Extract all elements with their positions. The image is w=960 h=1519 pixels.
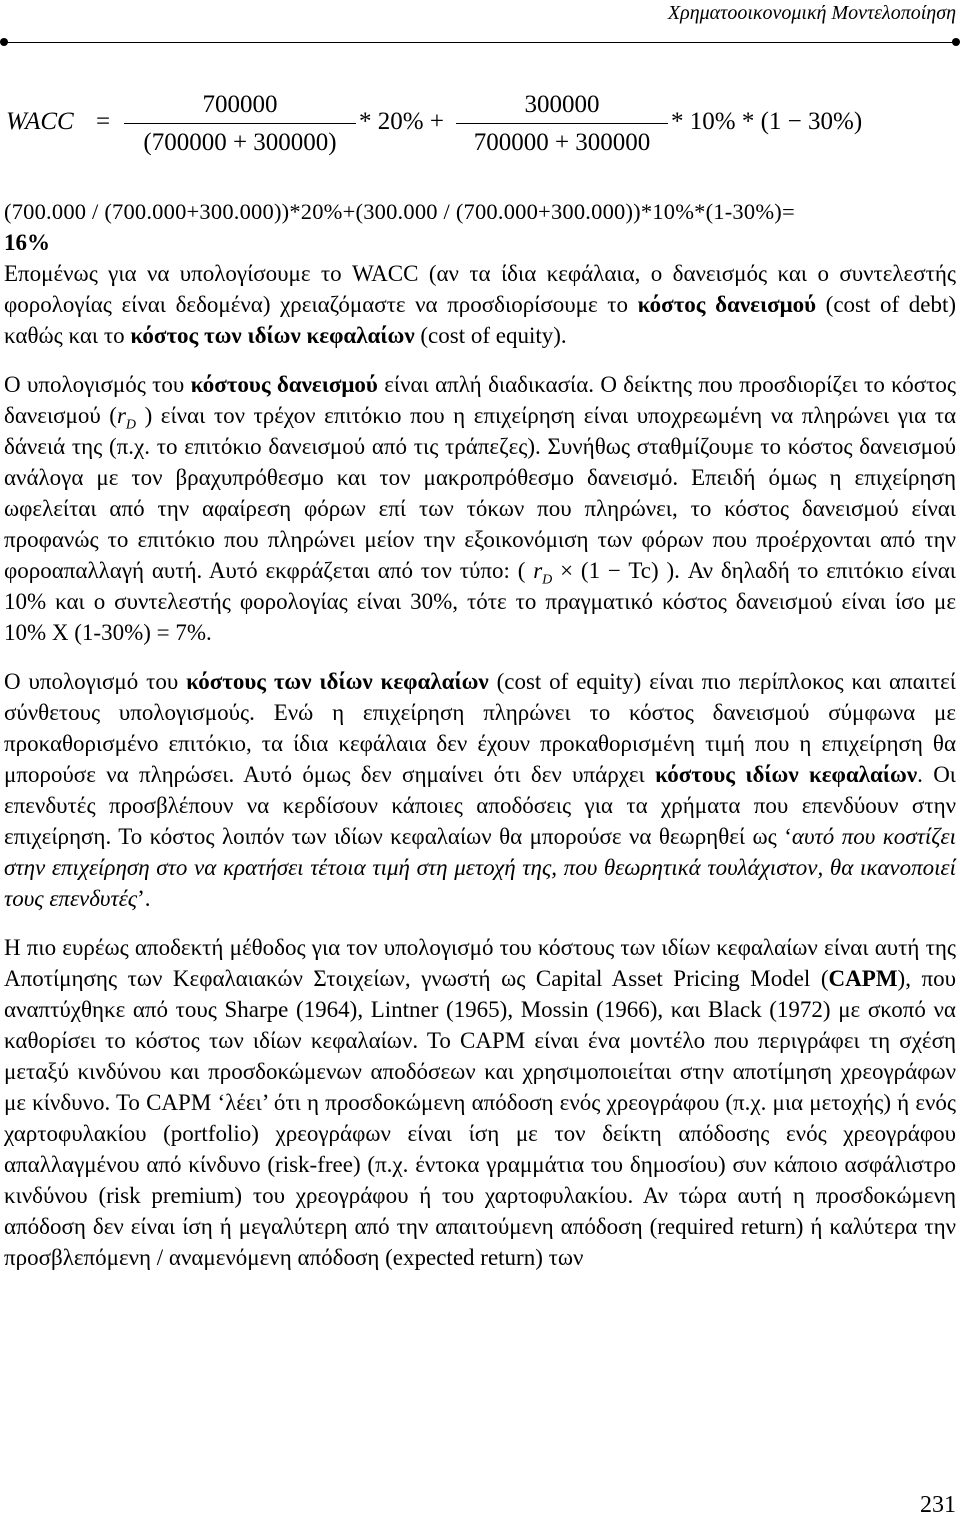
formula-inline: × (1 − Tc) (552, 558, 667, 583)
fraction-equity-weight (124, 90, 356, 159)
fraction-denominator: 700000 + 300000 (473, 129, 651, 156)
text: ). Αν δηλαδή το επιτόκιο είναι 10% και ο συντελεστής φορολογίας είναι 30%, τότε το πραγματικό κόστος δανεισμού είναι ίσο με 10% Χ (1-30%) = 7%. (4, 558, 956, 645)
formula-subscript: D (542, 572, 553, 588)
text: (cost of equity) είναι πιο περίπλοκος και απαιτεί σύνθετους υπολογισμούς. Ενώ η επιχείρηση πληρώνει το κόστος δανεισμού σύμφωνα με προκαθορισμένο επιτόκιο, τα ίδια κεφάλαια δεν έχουν προκαθορισμένη τιμή που η επιχείρηση θα μπορούσε να πληρώσει. Αυτό όμως δεν σημαίνει ότι δεν υπάρχει (4, 669, 956, 787)
result-value: 16% (4, 230, 50, 255)
fraction-numerator: 300000 (524, 91, 600, 118)
wacc-formula (6, 90, 946, 162)
formula-lhs: WACC (6, 108, 74, 135)
formula-term-debt: * 10% * (1 − 30%) (671, 108, 863, 135)
paragraph-capm (4, 932, 956, 1273)
paragraph-cost-of-equity (4, 666, 956, 914)
text: ) είναι τον τρέχον επιτόκιο που η επιχείρηση είναι υποχρεωμένη να πληρώνει για τα δάνειά της (π.χ. το επιτόκιο δανεισμού από τις τράπεζες). Συνήθως σταθμίζουμε το κόστος δανεισμού ανάλογα με τον βραχυπρόθεσμο και τον μακροπρόθεσμο δανεισμό. Επειδή όμως η επιχείρηση ωφελείται από την αφαίρεση φόρων επί των τόκων που πληρώνει, το κόστος δανεισμού είναι προφανώς το επιτόκιο που πληρώνει μείον την εξοικονόμιση των φόρων που προέρχονται από την φοροαπαλλαγή αυτή. Αυτό εκφράζεται από τον τύπο: ( (4, 403, 956, 583)
paragraph-wacc-requirements (4, 258, 956, 351)
calculation-result (4, 227, 956, 258)
header-rule (4, 42, 956, 43)
symbol-subscript: D (125, 417, 137, 433)
fraction-bar (124, 123, 356, 124)
page-number: 231 (920, 1492, 956, 1518)
calculation-line: (700.000 / (700.000+300.000))*20%+(300.000 / (700.000+300.000))*10%*(1-30%)= (4, 199, 795, 224)
bold-term: κόστος των ιδίων κεφαλαίων (130, 323, 415, 348)
text: ’. (137, 886, 151, 911)
text: (cost of debt) καθώς και το (4, 292, 956, 348)
symbol-r: r (116, 403, 126, 428)
italic-quote: αυτό που κοστίζει στην επιχείρηση στο να κρατήσει τέτοια τιμή στη μετοχή της, που θεωρητικά τουλάχιστον, θα ικανοποιεί τους επενδυτές (4, 824, 956, 911)
fraction-numerator: 700000 (202, 91, 278, 118)
text: Ο υπολογισμός του (4, 372, 191, 397)
fraction-denominator: (700000 + 300000) (143, 129, 337, 156)
formula-symbol-r: r (533, 558, 543, 583)
text: Ο υπολογισμό του (4, 669, 187, 694)
paragraph-cost-of-debt (4, 369, 956, 648)
bold-term: κόστους δανεισμού (190, 372, 378, 397)
text: Η πιο ευρέως αποδεκτή μέθοδος για τον υπολογισμό του κόστους των ιδίων κεφαλαίων είναι αυτή της Αποτίμησης των Κεφαλαιακών Στοιχείων, γνωστή ως Capital Asset Pricing Model ( (4, 935, 956, 991)
formula-equals: = (96, 108, 111, 135)
running-header-title: Χρηματοοικονομική Μοντελοποίηση (667, 2, 956, 24)
formula-term-equity: * 20% + (359, 108, 444, 135)
header-rule-right-dot (952, 38, 960, 46)
body-text (4, 196, 956, 1273)
text: ), που αναπτύχθηκε από τους Sharpe (1964), Lintner (1965), Mossin (1966), και Black (1972) με σκοπό να καθορίσει το κόστος των ιδίων κεφαλαίων. Το CAPM είναι ένα μοντέλο που περιγράφει τη σχέση μεταξύ κινδύνου και προσδοκώμενων αποδόσεων και χρησιμοποιείται στην αποτίμηση χρεογράφων με κίνδυνο. Το CAPM ‘λέει’ ότι η προσδοκώμενη απόδοση ενός χρεογράφου (π.χ. μια μετοχής) ή ενός χαρτοφυλακίου (portfolio) χρεογράφων είναι ίση με τον δείκτη απόδοσης ενός χρεογράφου απαλλαγμένου από κίνδυνο (risk-free) (π.χ. έντοκα γραμμάτια του δημοσίου) συν κάποιο ασφάλιστρο κινδύνου (risk premium) του χρεογράφου ή του χαρτοφυλακίου. Αν τώρα αυτή η προσδοκώμενη απόδοση δεν είναι ίση ή μεγαλύτερη από την απαιτούμενη απόδοση (required return) ή καλύτερα την προσβλεπόμενη / αναμενόμενη απόδοση (expected return) των (4, 966, 956, 1270)
fraction-bar (456, 123, 668, 124)
text: (cost of equity). (414, 323, 567, 348)
bold-term: CAPM (828, 966, 898, 991)
bold-term: κόστους ιδίων κεφαλαίων (655, 762, 918, 787)
bold-term: κόστους των ιδίων κεφαλαίων (186, 669, 489, 694)
text: Επομένως για να υπολογίσουμε το WACC (αν τα ίδια κεφάλαια, ο δανεισμός και ο συντελεστής φορολογίας είναι δεδομένα) χρειαζόμαστε να προσδιορίσουμε το (4, 261, 956, 317)
fraction-debt-weight (456, 90, 668, 159)
text: . Οι επενδυτές προσβλέπουν να κερδίσουν κάποιες αποδόσεις για τα χρήματα που επενδύουν στην επιχείρηση. Το κόστος λοιπόν των ιδίων κεφαλαίων θα μπορούσε να θεωρηθεί ως ‘ (4, 762, 956, 849)
bold-term: κόστος δανεισμού (637, 292, 817, 317)
text: είναι απλή διαδικασία. Ο δείκτης που προσδιορίζει το κόστος δανεισμού ( (4, 372, 957, 428)
